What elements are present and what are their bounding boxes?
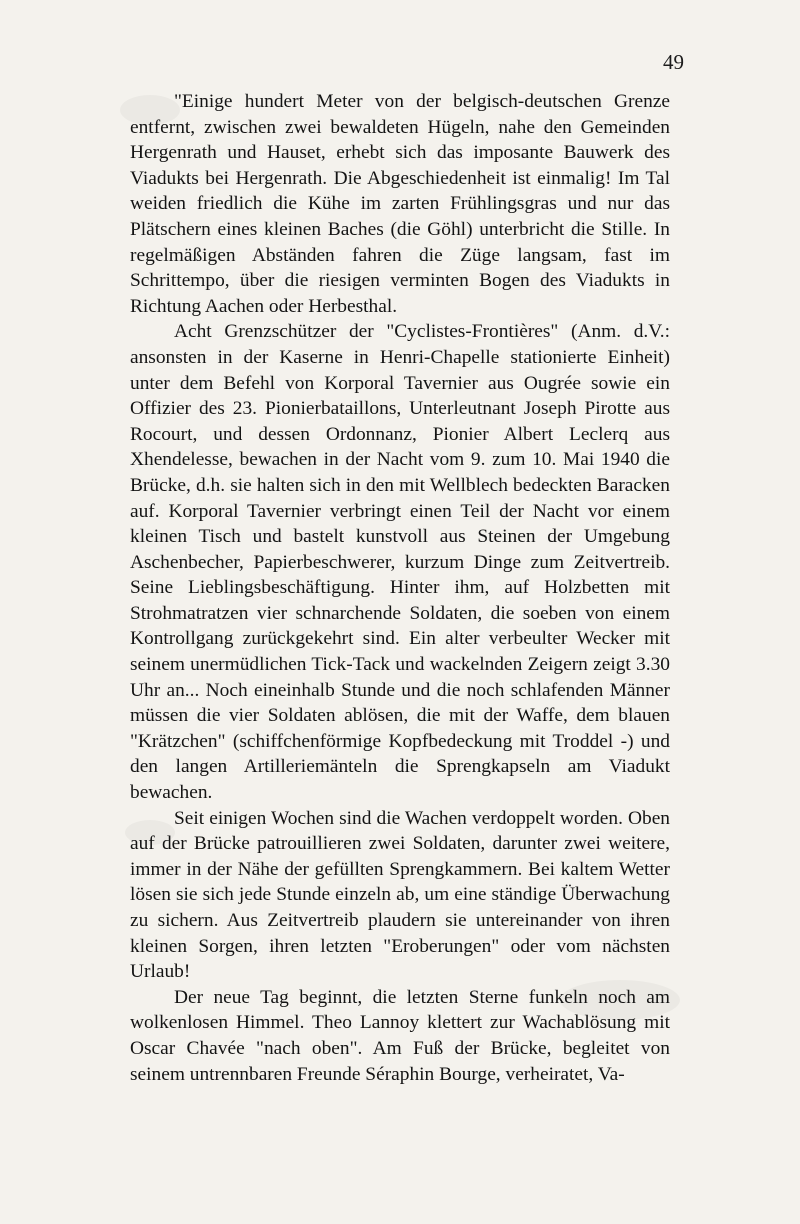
paragraph-1: "Einige hundert Meter von der belgisch-deutschen Grenze entfernt, zwischen zwei bewaldeten Hügeln, nahe den Gemeinden Hergenrath und Hauset, erhebt sich das imposante Bauwerk des Viadukts bei Hergenrath. Die Abgeschiedenheit ist einmalig! Im Tal weiden friedlich die Kühe im zarten Frühlingsgras und nur das Plätschern eines kleinen Baches (die Göhl) unterbricht die Stille. In regelmäßigen Abständen fahren die Züge langsam, fast im Schrittempo, über die riesigen verminten Bogen des Viadukts in Richtung Aachen oder Herbesthal. [130,91,670,317]
paragraph-2: Acht Grenzschützer der "Cyclistes-Frontières" (Anm. d.V.: ansonsten in der Kaserne in Henri-Chapelle stationierte Einheit) unter dem Befehl von Korporal Tavernier aus Ougrée sowie ein Offizier des 23. Pionierbataillons, Unterleutnant Joseph Pirotte aus Rocourt, und dessen Ordonnanz, Pionier Albert Leclerq aus Xhendelesse, bewachen in der Nacht vom 9. zum 10. Mai 1940 die Brücke, d.h. sie halten sich in den mit Wellblech bedeckten Baracken auf. Korporal Tavernier verbringt einen Teil der Nacht vor einem kleinen Tisch und bastelt kunstvoll aus Steinen der Umgebung Aschenbecher, Papierbeschwerer, kurzum Dinge zum Zeitvertreib. Seine Lieblingsbeschäftigung. Hinter ihm, auf Holzbetten mit Strohmatratzen vier schnarchende Soldaten, die soeben von einem Kontrollgang zurückgekehrt sind. Ein alter verbeulter Wecker mit seinem unermüdlichen Tick-Tack und wackelnden Zeigern zeigt 3.30 Uhr an... Noch eineinhalb Stunde und die noch schlafenden Männer müssen die vier Soldaten ablösen, die mit der Waffe, dem blauen "Krätzchen" (schiffchenförmige Kopfbedeckung mit Troddel -) und den langen Artilleriemänteln die Sprengkapseln am Viadukt bewachen. [130,321,670,804]
paragraph-3: Seit einigen Wochen sind die Wachen verdoppelt worden. Oben auf der Brücke patrouillieren zwei Soldaten, darunter zwei weitere, immer in der Nähe der gefüllten Sprengkammern. Bei kaltem Wetter lösen sie sich jede Stunde einzeln ab, um eine ständige Überwachung zu sichern. Aus Zeitvertreib plaudern sie untereinander von ihren kleinen Sorgen, ihren letzten "Eroberungen" oder vom nächsten Urlaub! [130,807,670,983]
paragraph-4: Der neue Tag beginnt, die letzten Sterne funkeln noch am wolkenlosen Himmel. Theo Lannoy klettert zur Wachablösung mit Oscar Chavée "nach oben". Am Fuß der Brücke, begleitet von seinem untrennbaren Freunde Séraphin Bourge, verheiratet, Va- [130,986,670,1085]
body-text [130,89,670,1087]
page-number: 49 [663,50,684,74]
